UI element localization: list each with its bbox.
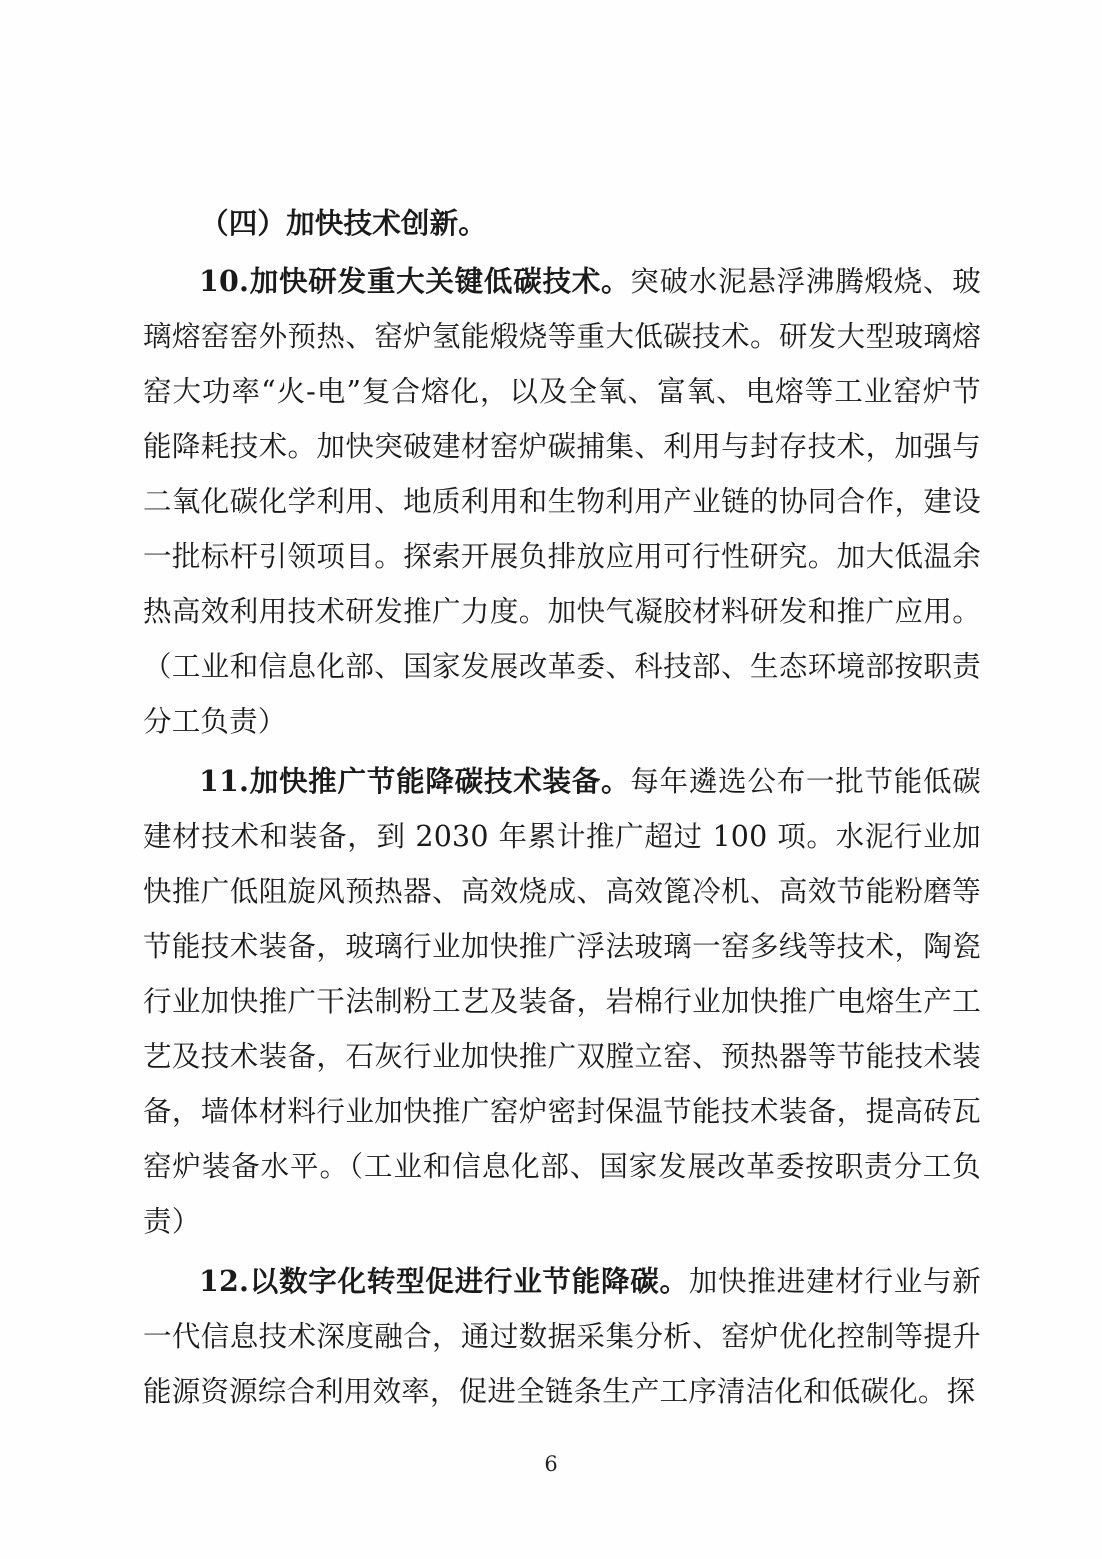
- paragraph-item-11: [143, 754, 981, 1249]
- item-body-10: 突破水泥悬浮沸腾煅烧、玻璃熔窑窑外预热、窑炉氢能煅烧等重大低碳技术。研发大型玻璃熔窑大功率“火-电”复合熔化，以及全氧、富氧、电熔等工业窑炉节能降耗技术。加快突破建材窑炉碳捕集、利用与封存技术，加强与二氧化碳化学利用、地质利用和生物利用产业链的协同合作，建设一批标杆引领项目。探索开展负排放应用可行性研究。加大低温余热高效利用技术研发推广力度。加快气凝胶材料研发和推广应用。（工业和信息化部、国家发展改革委、科技部、生态环境部按职责分工负责）: [143, 265, 981, 738]
- page-number: 6: [544, 1452, 558, 1476]
- paragraph-item-10: [143, 254, 981, 749]
- paragraph-item-12: [143, 1254, 981, 1419]
- item-number-12: 12.: [199, 1264, 250, 1298]
- item-body-11: 每年遴选公布一批节能低碳建材技术和装备，到 2030 年累计推广超过 100 项。水泥行业加快推广低阻旋风预热器、高效烧成、高效篦冷机、高效节能粉磨等节能技术装备，玻璃行业加快推广浮法玻璃一窑多线等技术，陶瓷行业加快推广干法制粉工艺及装备，岩棉行业加快推广电熔生产工艺及技术装备，石灰行业加快推广双膛立窑、预热器等节能技术装备，墙体材料行业加快推广窑炉密封保温节能技术装备，提高砖瓦窑炉装备水平。（工业和信息化部、国家发展改革委按职责分工负责）: [143, 765, 981, 1238]
- item-title-12: 以数字化转型促进行业节能降碳。: [249, 1264, 689, 1298]
- item-title-10: 加快研发重大关键低碳技术。: [249, 264, 631, 298]
- item-number-11: 11.: [199, 764, 250, 798]
- section-heading: [143, 196, 981, 251]
- document-body: [143, 196, 981, 1421]
- item-number-10: 10.: [199, 264, 250, 298]
- item-body-12: 加快推进建材行业与新一代信息技术深度融合，通过数据采集分析、窑炉优化控制等提升能源资源综合利用效率，促进全链条生产工序清洁化和低碳化。探: [143, 1265, 981, 1408]
- item-title-11: 加快推广节能降碳技术装备。: [249, 764, 631, 798]
- section-heading-text: （四）加快技术创新。: [200, 206, 488, 240]
